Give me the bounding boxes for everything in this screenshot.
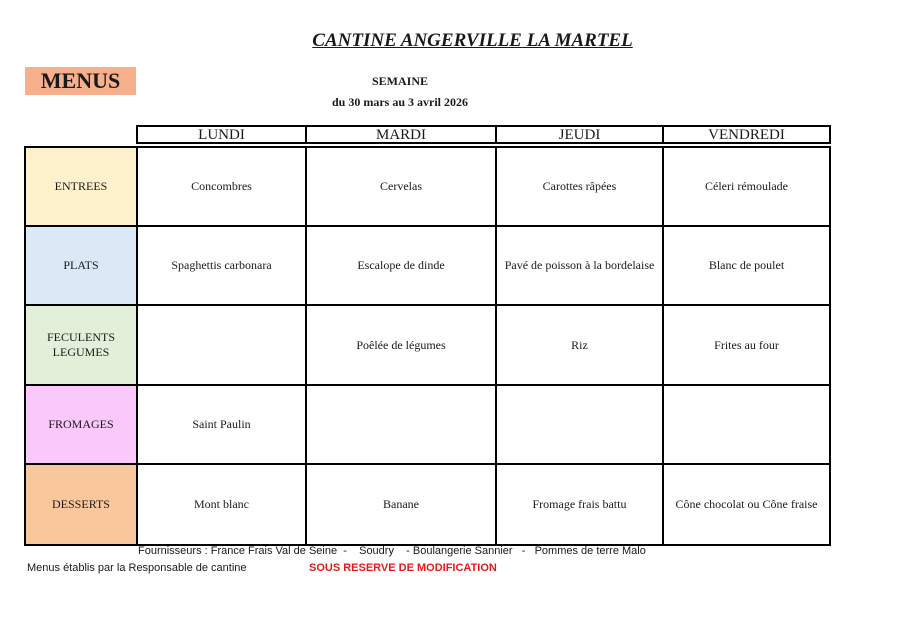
page-title: CANTINE ANGERVILLE LA MARTEL bbox=[312, 30, 633, 51]
menu-item-cell: Pavé de poisson à la bordelaise bbox=[495, 225, 664, 306]
day-header-3: VENDREDI bbox=[662, 125, 831, 144]
menu-item-cell: Concombres bbox=[136, 146, 307, 227]
category-cell: DESSERTS bbox=[24, 463, 138, 546]
menu-item-cell: Spaghettis carbonara bbox=[136, 225, 307, 306]
suppliers-text: Fournisseurs : France Frais Val de Seine - Soudry - Boulangerie Sannier - Pommes de terre Malo bbox=[138, 545, 646, 557]
menu-item-cell: Cervelas bbox=[305, 146, 497, 227]
menu-item-cell: Céleri rémoulade bbox=[662, 146, 831, 227]
day-header-2: JEUDI bbox=[495, 125, 664, 144]
menu-item-cell bbox=[495, 384, 664, 465]
menu-item-cell: Riz bbox=[495, 304, 664, 386]
menu-item-cell: Blanc de poulet bbox=[662, 225, 831, 306]
menu-item-cell: Saint Paulin bbox=[136, 384, 307, 465]
menus-label: MENUS bbox=[25, 67, 136, 95]
menu-item-cell: Escalope de dinde bbox=[305, 225, 497, 306]
category-cell: FECULENTS LEGUMES bbox=[24, 304, 138, 386]
week-label: SEMAINE bbox=[371, 74, 428, 88]
day-header-0: LUNDI bbox=[136, 125, 307, 144]
menu-item-cell: Poêlée de légumes bbox=[305, 304, 497, 386]
day-header-1: MARDI bbox=[305, 125, 497, 144]
menu-item-cell bbox=[136, 304, 307, 386]
category-cell: PLATS bbox=[24, 225, 138, 306]
menu-item-cell: Fromage frais battu bbox=[495, 463, 664, 546]
reserve-note: SOUS RESERVE DE MODIFICATION bbox=[309, 562, 497, 574]
category-cell: FROMAGES bbox=[24, 384, 138, 465]
menu-item-cell: Carottes râpées bbox=[495, 146, 664, 227]
menu-item-cell bbox=[305, 384, 497, 465]
author-note: Menus établis par la Responsable de cantine bbox=[27, 562, 247, 574]
menu-item-cell: Banane bbox=[305, 463, 497, 546]
category-cell: ENTREES bbox=[24, 146, 138, 227]
menu-item-cell: Frites au four bbox=[662, 304, 831, 386]
menu-item-cell bbox=[662, 384, 831, 465]
week-dates: du 30 mars au 3 avril 2026 bbox=[331, 95, 468, 109]
menu-item-cell: Mont blanc bbox=[136, 463, 307, 546]
menu-item-cell: Cône chocolat ou Cône fraise bbox=[662, 463, 831, 546]
